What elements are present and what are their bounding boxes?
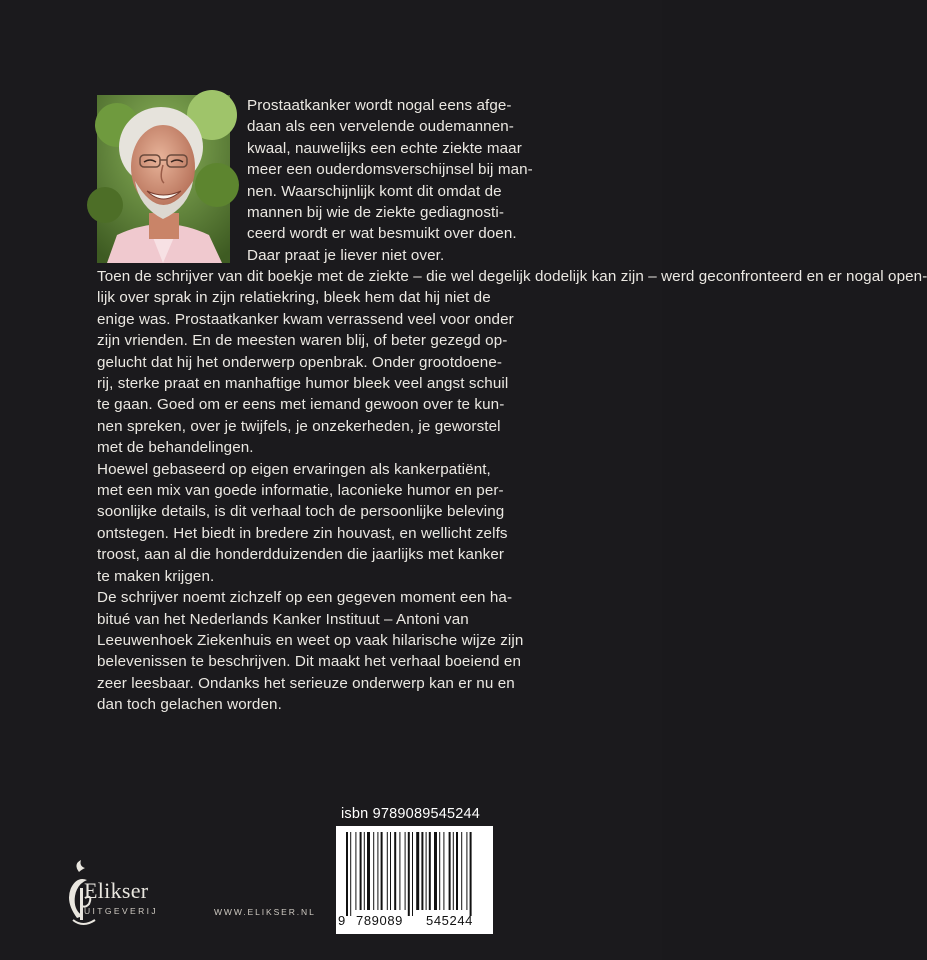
body-line: De schrijver noemt zichzelf op een gegeven moment een ha- bbox=[97, 589, 513, 607]
body-line: soonlijke details, is dit verhaal toch de persoonlijke beleving bbox=[97, 503, 505, 521]
body-line: belevenissen te beschrijven. Dit maakt het verhaal boeiend en bbox=[97, 653, 522, 671]
author-photo bbox=[97, 95, 230, 263]
barcode-bar bbox=[373, 832, 374, 910]
body-line: ontstegen. Het biedt in bredere zin houvast, en wellicht zelfs bbox=[97, 524, 508, 542]
barcode-bar bbox=[377, 832, 378, 910]
intro-line: ceerd wordt er wat besmuikt over doen. bbox=[247, 225, 517, 243]
barcode-bar bbox=[453, 832, 454, 910]
barcode-bar bbox=[355, 832, 356, 910]
barcode-bar bbox=[434, 832, 437, 910]
barcode-bar bbox=[364, 832, 365, 910]
body-line: met de behandelingen. bbox=[97, 439, 254, 457]
barcode-bar bbox=[390, 832, 391, 910]
barcode-bar bbox=[360, 832, 362, 910]
barcode-bar bbox=[429, 832, 431, 910]
intro-text bbox=[247, 95, 567, 266]
barcode-bar bbox=[405, 832, 406, 910]
body-line: Toen de schrijver van dit boekje met de ziekte – die wel degelijk dodelijk kan zijn – werd geconfronteerd en er nogal open- bbox=[97, 268, 927, 285]
body-line: met een mix van goede informatie, laconieke humor en per- bbox=[97, 482, 504, 500]
barcode-bar bbox=[381, 832, 383, 910]
barcode-digit-prefix: 9 bbox=[338, 913, 346, 928]
intro-line: Prostaatkanker wordt nogal eens afge- bbox=[247, 97, 512, 114]
body-line: te maken krijgen. bbox=[97, 567, 215, 585]
barcode-bar bbox=[449, 832, 451, 910]
body-line: te gaan. Goed om er eens met iemand gewoon over te kun- bbox=[97, 396, 505, 414]
barcode-bar bbox=[399, 832, 400, 910]
body-text bbox=[97, 266, 927, 716]
barcode-bar bbox=[461, 832, 462, 910]
barcode-bar bbox=[426, 832, 427, 910]
body-line: rij, sterke praat en manhaftige humor bleek veel angst schuil bbox=[97, 375, 509, 393]
body-line: Leeuwenhoek Ziekenhuis en weet op vaak hilarische wijze zijn bbox=[97, 631, 524, 649]
publisher-subtitle: UITGEVERIJ bbox=[84, 906, 159, 916]
intro-line: mannen bij wie de ziekte gediagnosti- bbox=[247, 204, 504, 222]
intro-line: daan als een vervelende oudemannen- bbox=[247, 118, 514, 136]
barcode-bar bbox=[350, 832, 351, 916]
body-line: gelucht dat hij het onderwerp openbrak. Onder grootdoene- bbox=[97, 353, 503, 371]
body-line: troost, aan al die honderdduizenden die jaarlijks met kanker bbox=[97, 546, 505, 564]
barcode-bar bbox=[346, 832, 348, 916]
intro-line: Daar praat je liever niet over. bbox=[247, 246, 445, 264]
body-line: zijn vrienden. En de meesten waren blij, of beter gezegd op- bbox=[97, 332, 508, 350]
barcode-bar bbox=[470, 832, 472, 916]
barcode-bar bbox=[387, 832, 388, 910]
barcode-bar bbox=[421, 832, 423, 910]
barcode-bar bbox=[456, 832, 458, 910]
body-line: dan toch gelachen worden. bbox=[97, 696, 282, 714]
isbn-label: isbn 9789089545244 bbox=[341, 806, 481, 822]
intro-line: nen. Waarschijnlijk komt dit omdat de bbox=[247, 182, 502, 200]
body-line: lijk over sprak in zijn relatiekring, bleek hem dat hij niet de bbox=[97, 289, 491, 307]
body-line: nen spreken, over je twijfels, je onzekerheden, je geworstel bbox=[97, 417, 501, 435]
body-line: enige was. Prostaatkanker kwam verrassend veel voor onder bbox=[97, 310, 514, 328]
intro-line: kwaal, nauwelijks een echte ziekte maar bbox=[247, 139, 522, 157]
publisher-name: Elikser bbox=[84, 878, 149, 903]
barcode-bar bbox=[443, 832, 444, 910]
barcode-bars-icon bbox=[336, 826, 493, 916]
publisher-website: WWW.ELIKSER.NL bbox=[214, 907, 316, 917]
barcode-bar bbox=[408, 832, 410, 916]
intro-line: meer een ouderdomsverschijnsel bij man- bbox=[247, 161, 533, 179]
barcode-bar bbox=[439, 832, 440, 910]
barcode-digit-group-right: 545244 bbox=[426, 913, 473, 928]
barcode-bar bbox=[367, 832, 370, 910]
barcode-bar bbox=[466, 832, 467, 910]
barcode-bar bbox=[416, 832, 419, 910]
body-line: zeer leesbaar. Ondanks het serieuze onderwerp kan er nu en bbox=[97, 674, 515, 692]
body-line: Hoewel gebaseerd op eigen ervaringen als kankerpatiënt, bbox=[97, 460, 491, 478]
body-line: bitué van het Nederlands Kanker Instituut – Antoni van bbox=[97, 610, 469, 628]
barcode-digit-group-left: 789089 bbox=[356, 913, 403, 928]
barcode-bar bbox=[412, 832, 413, 916]
barcode-bar bbox=[394, 832, 396, 910]
